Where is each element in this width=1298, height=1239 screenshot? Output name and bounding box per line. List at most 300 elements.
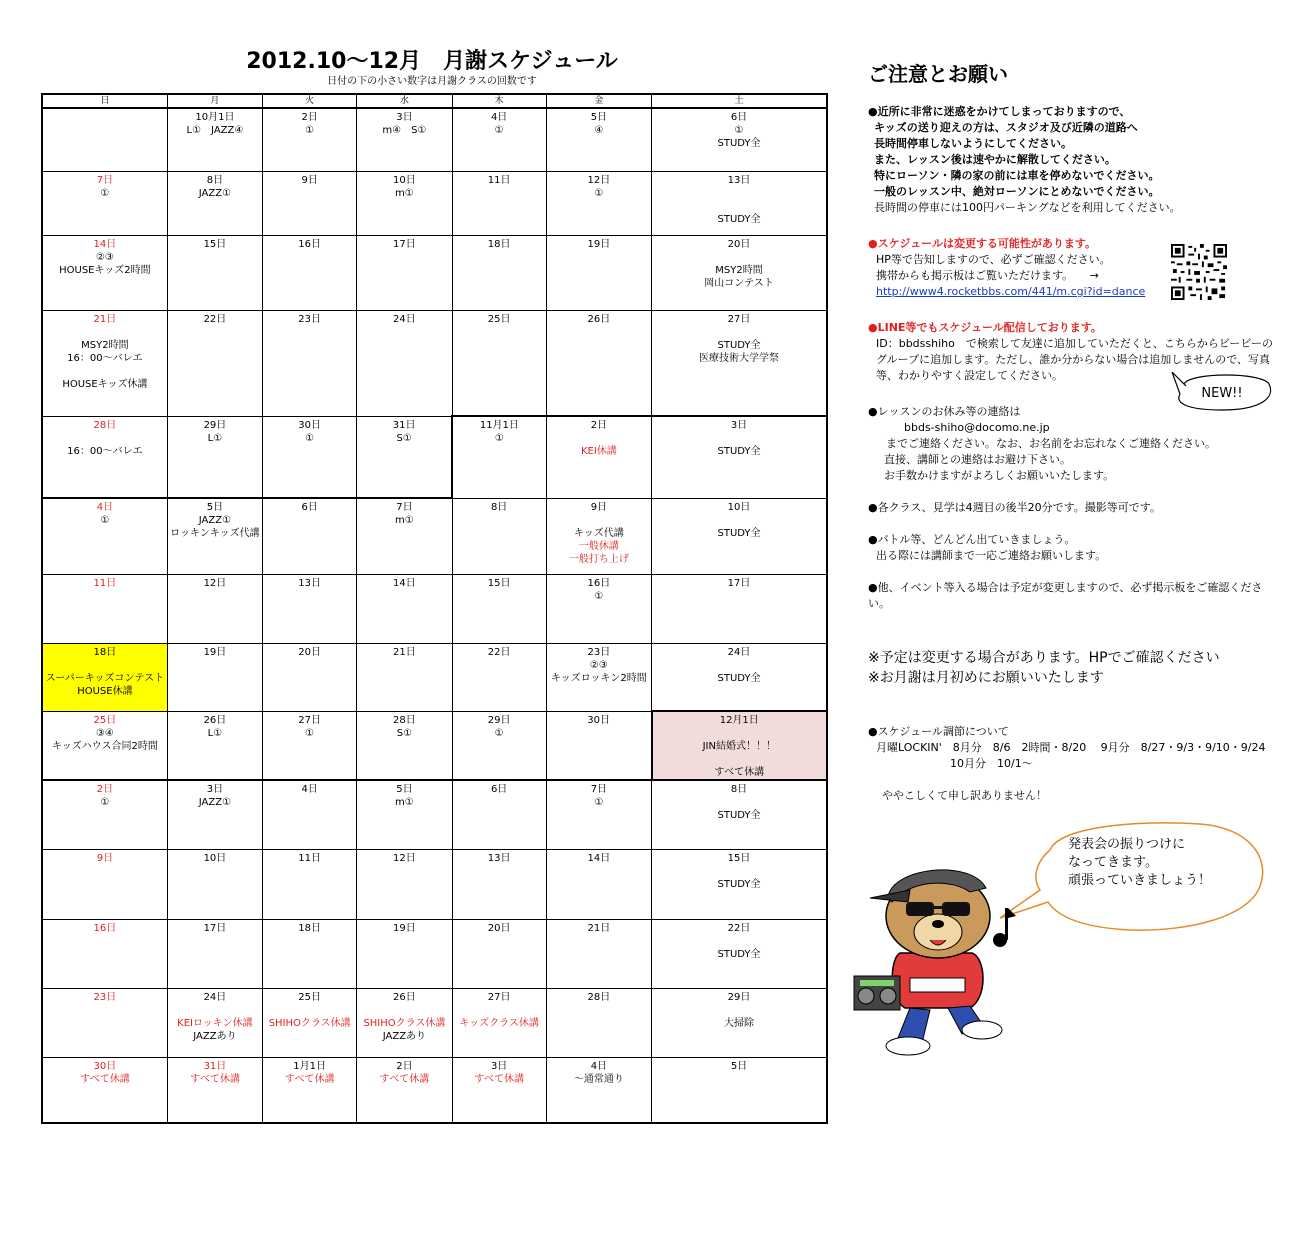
day-number: 13日 <box>487 852 511 864</box>
day-number: 11日 <box>93 577 117 589</box>
day-note: L① <box>207 727 223 739</box>
speech-line: 頑張っていきましょう！ <box>1068 873 1212 888</box>
weekday-header: 日 <box>42 94 167 108</box>
day-number: 20日 <box>727 238 751 250</box>
day-number: 23日 <box>298 313 322 325</box>
day-note: m④ S① <box>382 125 427 136</box>
day-number: 23日 <box>587 646 611 658</box>
day-note: キッズロッキン2時間 <box>550 672 647 684</box>
day-number: 1月1日 <box>293 1060 327 1072</box>
day-note: ロッキンキッズ代講 <box>170 528 260 539</box>
calendar-day-cell <box>652 711 827 780</box>
notes-heading: ご注意とお願い <box>868 62 1008 86</box>
calendar-day-cell <box>167 780 262 849</box>
day-number: 9日 <box>590 501 608 513</box>
day-note: ① <box>594 590 604 602</box>
calendar-day-cell <box>546 711 651 780</box>
weekday-header: 水 <box>357 94 452 108</box>
day-number: 7日 <box>396 502 413 513</box>
day-note: JAZZあり <box>382 1030 427 1042</box>
day-note <box>44 326 166 339</box>
day-number: 27日 <box>727 313 751 325</box>
day-note: 16：00～バレエ <box>67 445 143 457</box>
calendar-day-cell <box>546 235 651 310</box>
day-note: 医療技術大学学祭 <box>699 352 779 364</box>
contact-line: ●レッスンのお休み等の連絡は <box>868 405 1021 418</box>
day-note: m① <box>395 187 414 199</box>
day-number: 26日 <box>587 313 611 325</box>
calendar-day-cell <box>167 498 262 574</box>
day-note: STUDY全 <box>717 810 761 821</box>
calendar-day-cell <box>452 1057 546 1123</box>
day-number: 12月1日 <box>719 715 759 726</box>
day-note: 大掃除 <box>724 1017 754 1029</box>
line-body: ID：bbdsshiho で検索して友達に追加していただくと、こちらからビービーのグループに追加します。ただし、誰か分からない場合は追加しませんので、写真等、わかりやすく設定してください。 <box>876 337 1273 382</box>
day-number: 3日 <box>206 784 224 795</box>
calendar-day-cell <box>167 171 262 235</box>
day-note: MSY2時間 <box>81 339 129 351</box>
schedule-calendar <box>41 93 828 1124</box>
day-note: KEIロッキン休講 <box>177 1017 253 1029</box>
day-note: STUDY全 <box>717 138 761 149</box>
calendar-day-cell <box>546 108 651 171</box>
calendar-day-cell <box>263 919 357 988</box>
day-note: ②③ <box>589 659 608 671</box>
calendar-day-cell <box>357 574 452 643</box>
day-number: 8日 <box>206 174 224 186</box>
calendar-day-cell <box>452 310 546 416</box>
big-note: ※予定は変更する場合があります。HPでご確認ください <box>868 650 1220 666</box>
calendar-day-cell <box>652 108 827 171</box>
day-note: m① <box>395 515 414 526</box>
day-number: 11月1日 <box>479 420 519 431</box>
day-note: STUDY全 <box>717 213 761 225</box>
calendar-day-cell <box>167 310 262 416</box>
event-note: ●他、イベント等入る場合は予定が変更しますので、必ず掲示板をご確認ください。 <box>868 581 1263 610</box>
day-number: 29日 <box>487 714 511 726</box>
day-number: 16日 <box>298 238 322 250</box>
day-number: 28日 <box>587 991 611 1003</box>
calendar-day-cell <box>167 919 262 988</box>
day-note: ① <box>100 515 110 526</box>
calendar-day-cell <box>357 711 452 780</box>
day-number: 17日 <box>203 922 227 934</box>
day-note: STUDY全 <box>717 948 761 960</box>
contact-email: bbds-shiho@docomo.ne.jp <box>904 421 1050 434</box>
apology-note: ややこしくて申し訳ありません！ <box>882 789 1047 802</box>
day-note: S① <box>396 432 412 444</box>
day-number: 17日 <box>393 238 416 250</box>
parking-line: ●近所に非常に迷惑をかけてしまっておりますので、 <box>868 105 1131 118</box>
day-number: 5日 <box>730 1060 748 1072</box>
day-note <box>653 1004 825 1017</box>
calendar-day-cell <box>42 574 167 643</box>
calendar-day-cell <box>42 711 167 780</box>
calendar-day-cell <box>167 1057 262 1123</box>
day-number: 19日 <box>393 922 416 934</box>
calendar-day-cell <box>546 849 651 919</box>
day-note: すべて休講 <box>284 1073 335 1085</box>
day-number: 26日 <box>393 991 416 1003</box>
day-number: 30日 <box>298 419 322 431</box>
day-note: キッズクラス休講 <box>459 1017 539 1029</box>
calendar-day-cell <box>452 171 546 235</box>
calendar-day-cell <box>263 416 357 498</box>
day-note: SHIHOクラス休講 <box>363 1017 446 1029</box>
day-number: 9日 <box>96 852 114 864</box>
day-number: 13日 <box>298 577 322 589</box>
calendar-day-cell <box>167 643 262 711</box>
calendar-day-cell <box>357 849 452 919</box>
day-number: 23日 <box>93 991 117 1003</box>
day-number: 12日 <box>393 852 416 864</box>
day-note: ① <box>494 125 504 136</box>
hp-line: HP等で告知しますので、必ずご確認ください。 <box>876 253 1111 266</box>
calendar-day-cell <box>652 498 827 574</box>
calendar-day-cell <box>652 1057 827 1123</box>
speech-line: なってきます。 <box>1068 855 1158 870</box>
day-note: 16：00～バレエ <box>67 352 143 364</box>
day-number: 19日 <box>203 646 227 658</box>
day-number: 30日 <box>93 1060 117 1072</box>
day-note: JAZZ① <box>198 797 232 808</box>
calendar-day-cell <box>42 416 167 498</box>
calendar-day-cell <box>357 919 452 988</box>
day-number: 6日 <box>301 502 318 513</box>
day-number: 10日 <box>203 852 227 864</box>
day-number: 14日 <box>393 577 416 589</box>
calendar-day-cell <box>42 780 167 849</box>
day-number: 29日 <box>203 419 227 431</box>
calendar-day-cell <box>263 711 357 780</box>
calendar-day-cell <box>167 416 262 498</box>
day-note <box>548 514 650 527</box>
day-number: 24日 <box>393 313 416 325</box>
battle-note: ●バトル等、どんどん出ていきましょう。 <box>868 533 1076 546</box>
day-note: 岡山コンテスト <box>704 277 774 289</box>
day-number: 29日 <box>727 991 751 1003</box>
day-note: キッズハウス合同2時間 <box>51 740 158 752</box>
calendar-day-cell <box>452 574 546 643</box>
day-number: 26日 <box>203 714 227 726</box>
day-note: スーパーキッズコンテスト <box>45 672 165 684</box>
calendar-day-cell <box>263 171 357 235</box>
day-note: MSY2時間 <box>715 264 763 276</box>
notes-panel <box>868 62 1278 804</box>
calendar-day-cell <box>652 849 827 919</box>
calendar-day-cell <box>42 310 167 416</box>
calendar-day-cell <box>546 1057 651 1123</box>
hp-line: 携帯からも掲示板はご覧いただけます。 → <box>876 269 1099 282</box>
day-number: 8日 <box>490 501 508 513</box>
day-note <box>653 187 825 200</box>
day-number: 20日 <box>298 646 322 658</box>
calendar-day-cell <box>452 643 546 711</box>
calendar-day-cell <box>357 416 452 498</box>
calendar-day-cell <box>652 416 827 498</box>
calendar-day-cell <box>263 780 357 849</box>
calendar-day-cell <box>263 849 357 919</box>
contact-line: お手数かけますがよろしくお願いいたします。 <box>884 469 1115 482</box>
calendar-day-cell <box>357 988 452 1057</box>
day-number: 9日 <box>301 174 318 186</box>
day-number: 21日 <box>393 646 416 658</box>
day-number: 25日 <box>298 991 322 1003</box>
day-number: 22日 <box>727 922 751 934</box>
day-note: ④ <box>594 125 604 136</box>
day-number: 20日 <box>487 922 511 934</box>
day-number: 7日 <box>590 784 608 795</box>
day-number: 28日 <box>93 419 117 431</box>
calendar-day-cell <box>263 988 357 1057</box>
day-number: 27日 <box>298 714 322 726</box>
calendar-day-cell <box>546 171 651 235</box>
day-number: 31日 <box>203 1060 227 1072</box>
day-number: 24日 <box>727 646 751 658</box>
day-note <box>653 514 825 527</box>
day-note: ②③ <box>95 251 114 263</box>
calendar-day-cell <box>42 171 167 235</box>
day-note: ③④ <box>95 727 114 739</box>
day-note: すべて休講 <box>80 1073 130 1085</box>
day-note: ① <box>100 187 110 199</box>
new-badge-label: NEW!! <box>1201 386 1243 401</box>
contact-line: 直接、講師との連絡はお避け下さい。 <box>884 453 1071 466</box>
day-number: 2日 <box>396 1060 413 1072</box>
day-note: ① <box>494 727 504 739</box>
day-note <box>653 326 825 339</box>
day-note <box>653 432 825 445</box>
day-note: 一般休講 <box>578 540 619 552</box>
calendar-day-cell <box>42 919 167 988</box>
day-note: ① <box>594 187 604 199</box>
calendar-day-cell <box>42 1057 167 1123</box>
day-note: STUDY全 <box>717 446 761 457</box>
calendar-day-cell <box>652 310 827 416</box>
day-note: STUDY全 <box>717 672 761 684</box>
parking-line: また、レッスン後は速やかに解散してください。 <box>874 153 1116 166</box>
calendar-day-cell <box>546 498 651 574</box>
calendar-day-cell <box>652 171 827 235</box>
calendar-day-cell <box>357 108 452 171</box>
calendar-day-cell <box>42 498 167 574</box>
calendar-day-cell <box>263 235 357 310</box>
day-number: 16日 <box>93 922 117 934</box>
day-note <box>654 727 825 740</box>
calendar-day-cell <box>546 416 651 498</box>
calendar-day-cell <box>652 988 827 1057</box>
day-number: 24日 <box>203 991 227 1003</box>
day-note: ① <box>305 125 315 136</box>
calendar-day-cell <box>263 498 357 574</box>
day-number: 27日 <box>487 991 511 1003</box>
day-note <box>653 251 825 264</box>
day-note: ① <box>100 797 110 808</box>
day-note: ① <box>734 125 744 136</box>
day-note <box>169 1004 261 1017</box>
calendar-day-cell <box>357 643 452 711</box>
visit-note: ●各クラス、見学は4週目の後半20分です。撮影等可です。 <box>868 501 1161 514</box>
calendar-day-cell <box>263 574 357 643</box>
day-number: 19日 <box>587 238 611 250</box>
day-note: m① <box>395 797 414 808</box>
calendar-day-cell <box>263 1057 357 1123</box>
bbs-link[interactable]: http://www4.rocketbbs.com/441/m.cgi?id=dance <box>876 285 1146 298</box>
parking-line: 長時間の停車には100円パーキングなどを利用してください。 <box>874 201 1181 214</box>
day-number: 12日 <box>203 577 227 589</box>
calendar-day-cell <box>167 849 262 919</box>
adjust-heading: ●スケジュール調節について <box>868 725 1009 738</box>
day-number: 14日 <box>93 238 117 250</box>
day-number: 2日 <box>96 784 114 795</box>
day-number: 28日 <box>393 714 416 726</box>
day-note: KEI休講 <box>580 446 617 457</box>
day-number: 31日 <box>392 419 416 431</box>
day-note <box>358 1004 450 1017</box>
calendar-day-cell <box>652 235 827 310</box>
day-note <box>44 659 166 672</box>
day-note <box>653 200 825 213</box>
day-note: ① <box>305 727 315 739</box>
mascot-speech-bubble <box>990 820 1268 936</box>
day-note: HOUSEキッズ2時間 <box>59 264 151 276</box>
day-number: 8日 <box>730 784 748 795</box>
day-note: HOUSEキッズ休講 <box>62 378 148 390</box>
day-number: 18日 <box>487 238 511 250</box>
day-number: 3日 <box>396 112 413 123</box>
day-note <box>654 753 825 766</box>
calendar-day-cell <box>42 643 167 711</box>
calendar-day-cell <box>546 574 651 643</box>
day-number: 4日 <box>96 502 114 513</box>
day-number: 2日 <box>301 112 318 123</box>
day-number: 22日 <box>203 313 227 325</box>
day-note: ① <box>594 797 604 808</box>
parking-line: キッズの送り迎えの方は、スタジオ及び近隣の道路へ <box>874 121 1138 134</box>
day-number: 14日 <box>587 852 611 864</box>
calendar-day-cell <box>546 780 651 849</box>
day-number: 17日 <box>727 577 751 589</box>
day-number: 3日 <box>730 420 748 431</box>
page-subtitle: 日付の下の小さい数字は月謝クラスの回数です <box>327 76 537 87</box>
day-number: 25日 <box>487 313 511 325</box>
adjust-line: 10月分 10/1～ <box>950 757 1033 770</box>
day-number: 13日 <box>727 174 751 186</box>
day-note: STUDY全 <box>717 527 761 539</box>
day-number: 11日 <box>487 174 511 186</box>
day-note: HOUSE休講 <box>77 685 133 697</box>
day-note: すべて休講 <box>714 767 765 778</box>
calendar-day-cell <box>452 108 546 171</box>
calendar-day-cell <box>167 711 262 780</box>
calendar-day-cell <box>546 988 651 1057</box>
day-note: L① <box>207 432 223 444</box>
day-number: 5日 <box>590 112 608 123</box>
day-number: 11日 <box>298 852 322 864</box>
weekday-header: 月 <box>167 94 262 108</box>
contact-line: までご連絡ください。なお、お名前をお忘れなくご連絡ください。 <box>886 437 1216 450</box>
day-note <box>653 865 825 878</box>
day-number: 22日 <box>487 646 511 658</box>
calendar-day-cell <box>167 988 262 1057</box>
calendar-day-cell <box>452 498 546 574</box>
calendar-day-cell <box>357 498 452 574</box>
calendar-day-cell <box>546 919 651 988</box>
day-note: すべて休講 <box>379 1073 430 1085</box>
day-note <box>454 1004 545 1017</box>
calendar-day-cell <box>652 574 827 643</box>
day-note: STUDY全 <box>717 339 761 351</box>
calendar-day-cell <box>652 780 827 849</box>
calendar-day-cell <box>42 988 167 1057</box>
day-number: 3日 <box>490 1060 508 1072</box>
calendar-day-cell <box>263 643 357 711</box>
day-number: 5日 <box>206 502 224 513</box>
calendar-day-cell <box>357 310 452 416</box>
parking-line: 長時間停車しないようにしてください。 <box>874 137 1072 150</box>
speech-line: 発表会の振りつけに <box>1068 837 1186 852</box>
day-number: 5日 <box>396 784 413 795</box>
battle-note: 出る際には講師まで一応ご連絡お願いします。 <box>876 549 1107 562</box>
bear-mascot-icon <box>850 858 1020 1058</box>
day-note <box>653 935 825 948</box>
day-note: STUDY全 <box>717 878 761 890</box>
schedule-change-note: ●スケジュールは変更する可能性があります。 <box>868 237 1097 250</box>
day-note: JIN結婚式！！！ <box>702 741 776 752</box>
day-note <box>548 432 650 445</box>
day-number: 4日 <box>590 1060 608 1072</box>
calendar-day-cell <box>452 849 546 919</box>
calendar-day-cell <box>42 849 167 919</box>
calendar-day-cell <box>167 235 262 310</box>
day-number: 18日 <box>298 922 322 934</box>
day-note: L① JAZZ④ <box>186 125 244 136</box>
calendar-day-cell <box>263 108 357 171</box>
calendar-day-cell <box>652 919 827 988</box>
day-number: 10日 <box>727 501 751 513</box>
day-number: 10日 <box>393 174 416 186</box>
day-number: 7日 <box>96 174 114 186</box>
day-note: JAZZあり <box>193 1030 237 1042</box>
day-number: 21日 <box>93 313 117 325</box>
day-number <box>44 111 166 124</box>
parking-line: 一般のレッスン中、絶対ローソンにとめないでください。 <box>874 185 1160 198</box>
weekday-header: 木 <box>452 94 546 108</box>
day-number: 15日 <box>203 238 227 250</box>
day-number: 15日 <box>487 577 511 589</box>
day-number: 30日 <box>587 714 610 726</box>
calendar-day-cell <box>452 235 546 310</box>
day-note: ～通常通り <box>573 1073 624 1085</box>
weekday-header: 土 <box>652 94 827 108</box>
day-number: 10月1日 <box>195 112 235 123</box>
day-note <box>653 796 825 809</box>
day-note: JAZZ① <box>198 515 232 526</box>
big-note: ※お月謝は月初めにお願いいたします <box>868 670 1104 686</box>
calendar-day-cell <box>452 988 546 1057</box>
day-number: 6日 <box>730 112 748 123</box>
calendar-day-cell <box>452 416 546 498</box>
calendar-day-cell <box>546 310 651 416</box>
day-note: ① <box>494 433 504 444</box>
line-heading: ●LINE等でもスケジュール配信しております。 <box>868 321 1102 334</box>
day-number: 16日 <box>587 577 611 589</box>
day-note <box>264 1004 355 1017</box>
day-note <box>653 659 825 672</box>
calendar-day-cell <box>652 643 827 711</box>
parking-line: 特にローソン・隣の家の前には車を停めないでください。 <box>874 169 1160 182</box>
day-number: 6日 <box>490 784 508 795</box>
